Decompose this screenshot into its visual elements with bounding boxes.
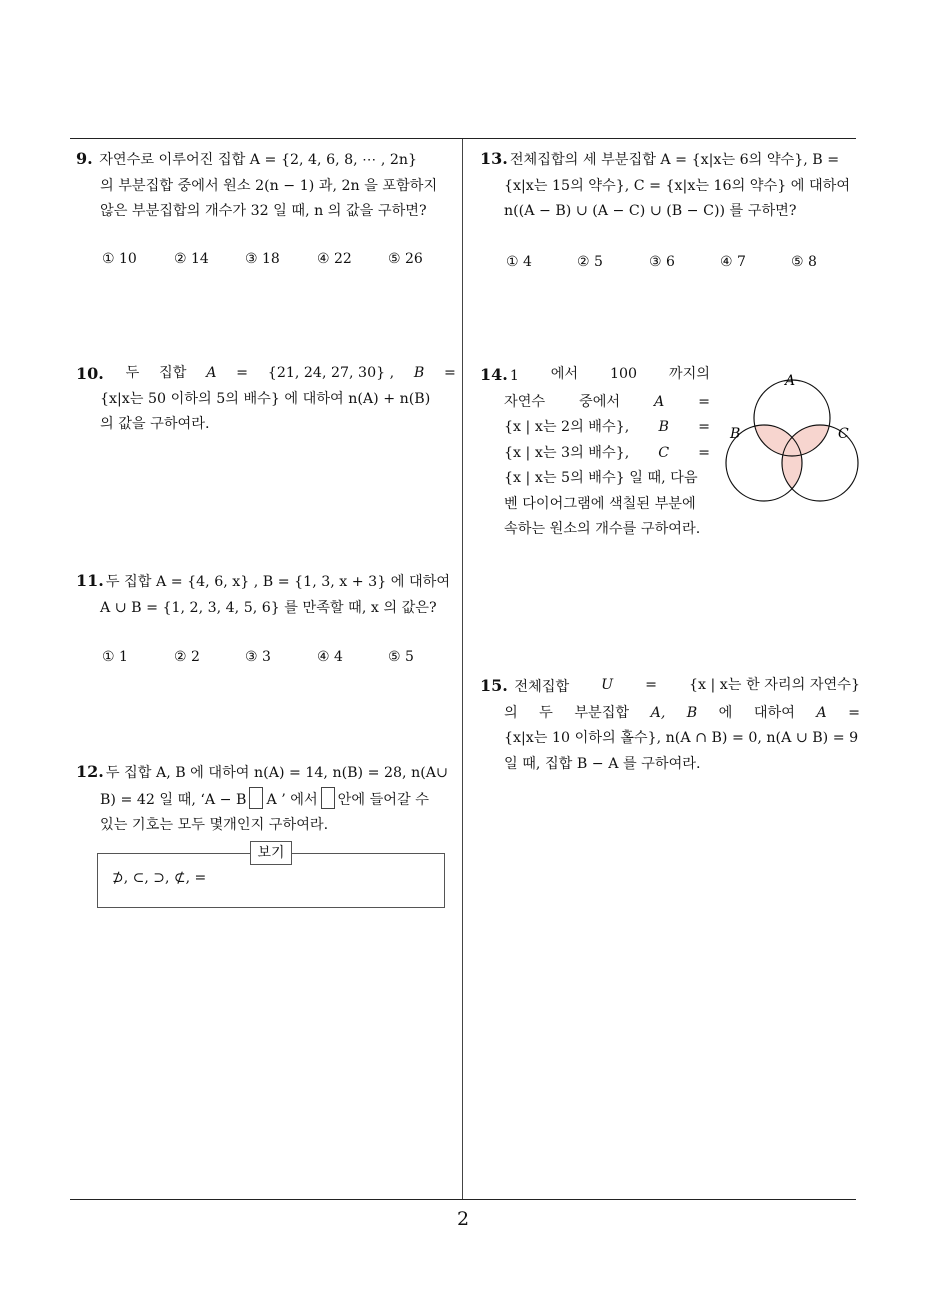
word: =	[645, 677, 657, 693]
choice-1[interactable]: ① 4	[506, 254, 532, 270]
problem-text: 안에 들어갈 수	[337, 791, 429, 808]
choice-4[interactable]: ④ 22	[317, 251, 352, 267]
choice-4[interactable]: ④ 7	[720, 254, 746, 270]
word: A	[206, 365, 217, 381]
choice-2[interactable]: ② 14	[174, 251, 209, 267]
problem-10	[76, 361, 456, 438]
choice-4[interactable]: ④ 4	[317, 649, 343, 665]
problem-number: 14.	[480, 365, 508, 384]
word: 중에서	[578, 393, 621, 410]
problem-text: {x|x는 10 이하의 홀수}, n(A ∩ B) = 0, n(A ∪ B) = 9	[504, 730, 859, 746]
word: 100	[609, 366, 638, 382]
problem-11	[76, 568, 456, 621]
top-rule	[70, 138, 856, 139]
choice-5[interactable]: ⑤ 8	[791, 254, 817, 270]
word: A,	[650, 704, 666, 721]
problem-text: {x|x는 15의 약수}, C = {x|x는 16의 약수} 에 대하여	[504, 177, 851, 194]
word: 에서	[550, 366, 579, 382]
problem-text: 전체집합의 세 부분집합 A = {x|x는 6의 약수}, B =	[509, 152, 840, 168]
word: C	[658, 444, 670, 461]
problem-15	[480, 673, 860, 777]
word: 두	[125, 365, 140, 381]
choice-3[interactable]: ③ 3	[245, 649, 271, 665]
problem-text: 일 때, 집합 B − A 를 구하여라.	[504, 755, 701, 772]
word: =	[698, 444, 710, 461]
answer-blank-box	[321, 787, 335, 809]
word: {21, 24, 27, 30} ,	[267, 365, 395, 381]
problem-9	[76, 146, 456, 225]
problem-text: 않은 부분집합의 개수가 32 일 때, n 의 값을 구하면?	[100, 203, 427, 219]
word: 까지의	[668, 366, 710, 382]
problem-text: 벤 다이어그램에 색칠된 부분에	[504, 495, 696, 512]
word: B	[686, 704, 698, 721]
bogi-title: 보기	[250, 841, 292, 865]
problem-number: 12.	[76, 762, 104, 781]
problem-text: 속하는 원소의 개수를 구하여라.	[504, 521, 701, 537]
problem-text: B) = 42 일 때, ‘A − B	[100, 791, 247, 808]
choice-5[interactable]: ⑤ 5	[388, 649, 414, 665]
bogi-symbols: ⊅, ⊂, ⊃, ⊄, =	[112, 870, 207, 886]
choice-3[interactable]: ③ 6	[649, 254, 675, 270]
word: 의	[504, 704, 518, 721]
problem-number: 10.	[76, 364, 104, 383]
problem-text: 두 집합 A = {4, 6, x} , B = {1, 3, x + 3} 에 대하여	[105, 574, 451, 590]
word: {x | x는 한 자리의 자연수}	[688, 677, 860, 693]
word: B	[413, 365, 425, 381]
problem-text: 두 집합 A, B 에 대하여 n(A) = 14, n(B) = 28, n(A∪	[105, 765, 448, 781]
choice-1[interactable]: ① 1	[102, 649, 128, 665]
word: 부분집합	[574, 704, 630, 721]
word: 집합	[159, 365, 187, 381]
problem-13	[480, 146, 858, 225]
problem-text: 자연수로 이루어진 집합 A = {2, 4, 6, 8, ⋯ , 2n}	[99, 152, 418, 168]
word: A	[816, 704, 827, 721]
word: 에	[718, 704, 733, 721]
word: =	[444, 365, 456, 381]
venn-label-a: A	[785, 373, 796, 389]
bottom-rule	[70, 1199, 856, 1200]
word: =	[698, 393, 710, 410]
problem-text: n((A − B) ∪ (A − C) ∪ (B − C)) 를 구하면?	[504, 203, 797, 219]
problem-number: 13.	[480, 149, 508, 168]
problem-number: 11.	[76, 571, 104, 590]
word: 자연수	[504, 393, 546, 410]
column-divider	[462, 139, 463, 1199]
problem-text: 있는 기호는 모두 몇개인지 구하여라.	[100, 817, 329, 833]
word: 대하여	[753, 704, 795, 721]
word: A	[653, 393, 665, 410]
word: U	[601, 677, 614, 693]
problem-14	[480, 362, 710, 543]
word: 두	[539, 704, 553, 721]
page-number: 2	[456, 1208, 470, 1230]
problem-text: 의 부분집합 중에서 원소 2(n − 1) 과, 2n 을 포함하지	[100, 177, 438, 194]
problem-text: {x|x는 50 이하의 5의 배수} 에 대하여 n(A) + n(B)	[100, 390, 431, 407]
venn-label-c: C	[838, 426, 849, 442]
problem-number: 9.	[76, 149, 93, 168]
choice-1[interactable]: ① 10	[102, 251, 137, 267]
problem-text: 의 값을 구하여라.	[100, 416, 210, 432]
word: {x | x는 2의 배수},	[504, 419, 630, 435]
choice-2[interactable]: ② 2	[174, 649, 200, 665]
problem-text: A ∪ B = {1, 2, 3, 4, 5, 6} 를 만족할 때, x 의 값은?	[100, 599, 437, 616]
problem-text: {x | x는 5의 배수} 일 때, 다음	[504, 470, 698, 486]
word: =	[848, 704, 860, 721]
venn-label-b: B	[730, 426, 741, 442]
choice-5[interactable]: ⑤ 26	[388, 251, 423, 267]
word: =	[236, 365, 249, 381]
word: =	[698, 419, 710, 435]
problem-text: A ’ 에서	[266, 791, 318, 808]
problem-12	[76, 759, 456, 839]
choice-2[interactable]: ② 5	[577, 254, 603, 270]
answer-blank-box	[249, 787, 263, 809]
problem-number: 15.	[480, 676, 508, 695]
word: {x | x는 3의 배수},	[504, 444, 630, 461]
word: B	[658, 419, 669, 435]
venn-diagram	[722, 370, 862, 510]
word: 1	[509, 368, 519, 384]
word: 전체집합	[514, 679, 570, 695]
choice-3[interactable]: ③ 18	[245, 251, 280, 267]
